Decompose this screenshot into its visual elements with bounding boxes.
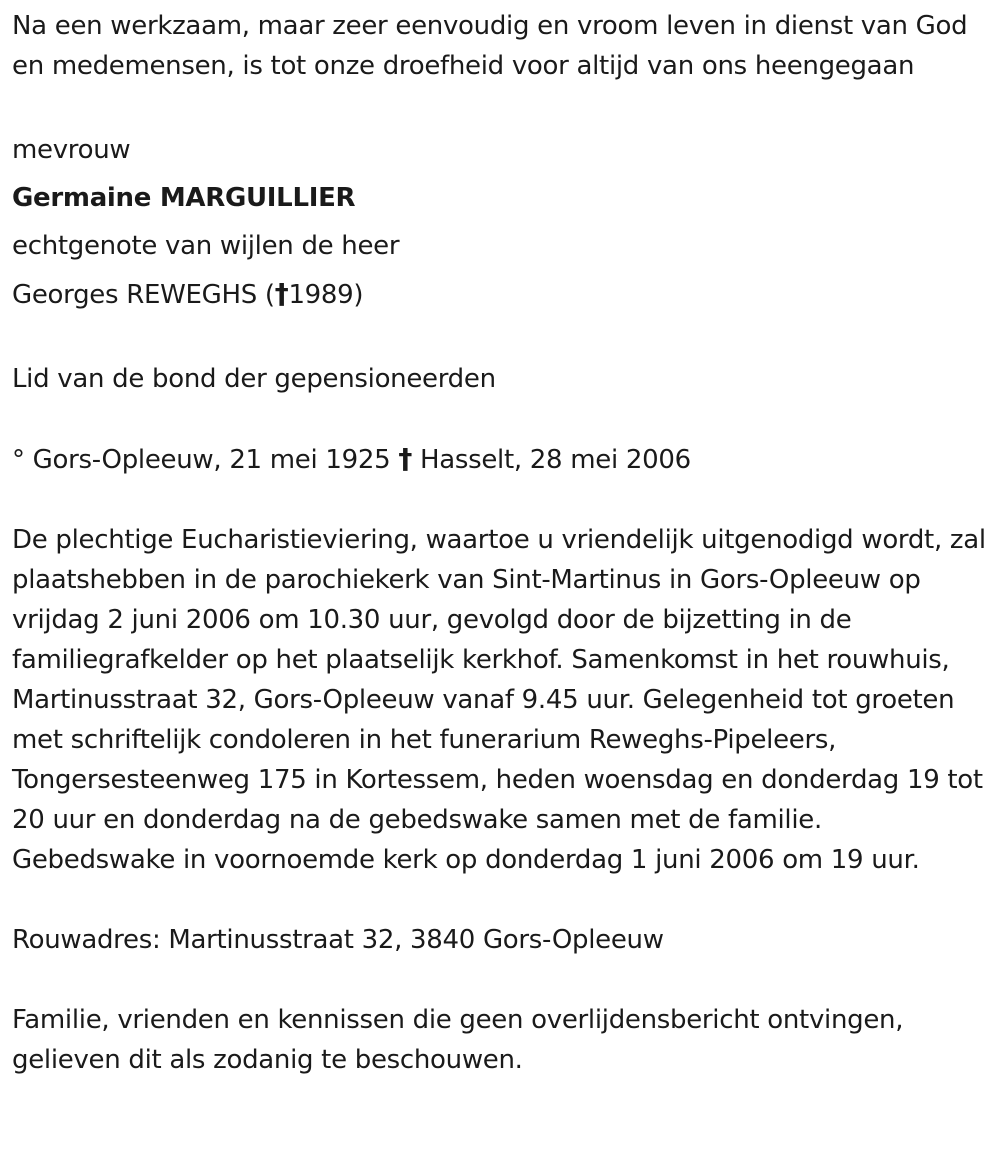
cross-icon: † [398, 442, 413, 475]
address-text: Rouwadres: Martinusstraat 32, 3840 Gors-Opleeuw [12, 925, 664, 955]
closing-paragraph: Familie, vrienden en kennissen die geen overlijdensbericht ontvingen, gelieven dit als zodanig te beschouwen. [12, 1005, 904, 1075]
spouse-name-line [12, 270, 988, 319]
birth-death-line [12, 439, 988, 480]
title-text: mevrouw [12, 135, 131, 165]
membership-text: Lid van de bond der gepensioneerden [12, 364, 496, 394]
spouse-name: Georges REWEGHS ( [12, 280, 275, 310]
death-info: Hasselt, 28 mei 2006 [412, 445, 691, 475]
spouse-death-year: 1989) [288, 280, 364, 310]
intro-paragraph: Na een werkzaam, maar zeer eenvoudig en vroom leven in dienst van God en medemensen, is tot onze droefheid voor altijd van ons heengegaan [12, 11, 968, 81]
spouse-line: echtgenote van wijlen de heer [12, 231, 400, 261]
birth-info: ° Gors-Opleeuw, 21 mei 1925 [12, 445, 399, 475]
ceremony-paragraph: De plechtige Eucharistieviering, waartoe u vriendelijk uitgenodigd wordt, zal plaatshebben in de parochiekerk van Sint-Martinus in Gors-Opleeuw op vrijdag 2 juni 2006 om 10.30 uur, gevolgd door de bijzetting in de familiegrafkelder op het plaatselijk kerkhof. Samenkomst in het rouwhuis, Martinusstraat 32, Gors-Opleeuw vanaf 9.45 uur. Gelegenheid tot groeten met schriftelijk condoleren in het funerarium Reweghs-Pipeleers, Tongersesteenweg 175 in Kortessem, heden woensdag en donderdag 19 tot 20 uur en donderdag na de gebedswake samen met de familie. Gebedswake in voornoemde kerk op donderdag 1 juni 2006 om 19 uur. [12, 525, 986, 875]
deceased-name: Germaine MARGUILLIER [12, 183, 356, 213]
deceased-block [12, 126, 988, 319]
cross-icon: † [274, 277, 289, 310]
